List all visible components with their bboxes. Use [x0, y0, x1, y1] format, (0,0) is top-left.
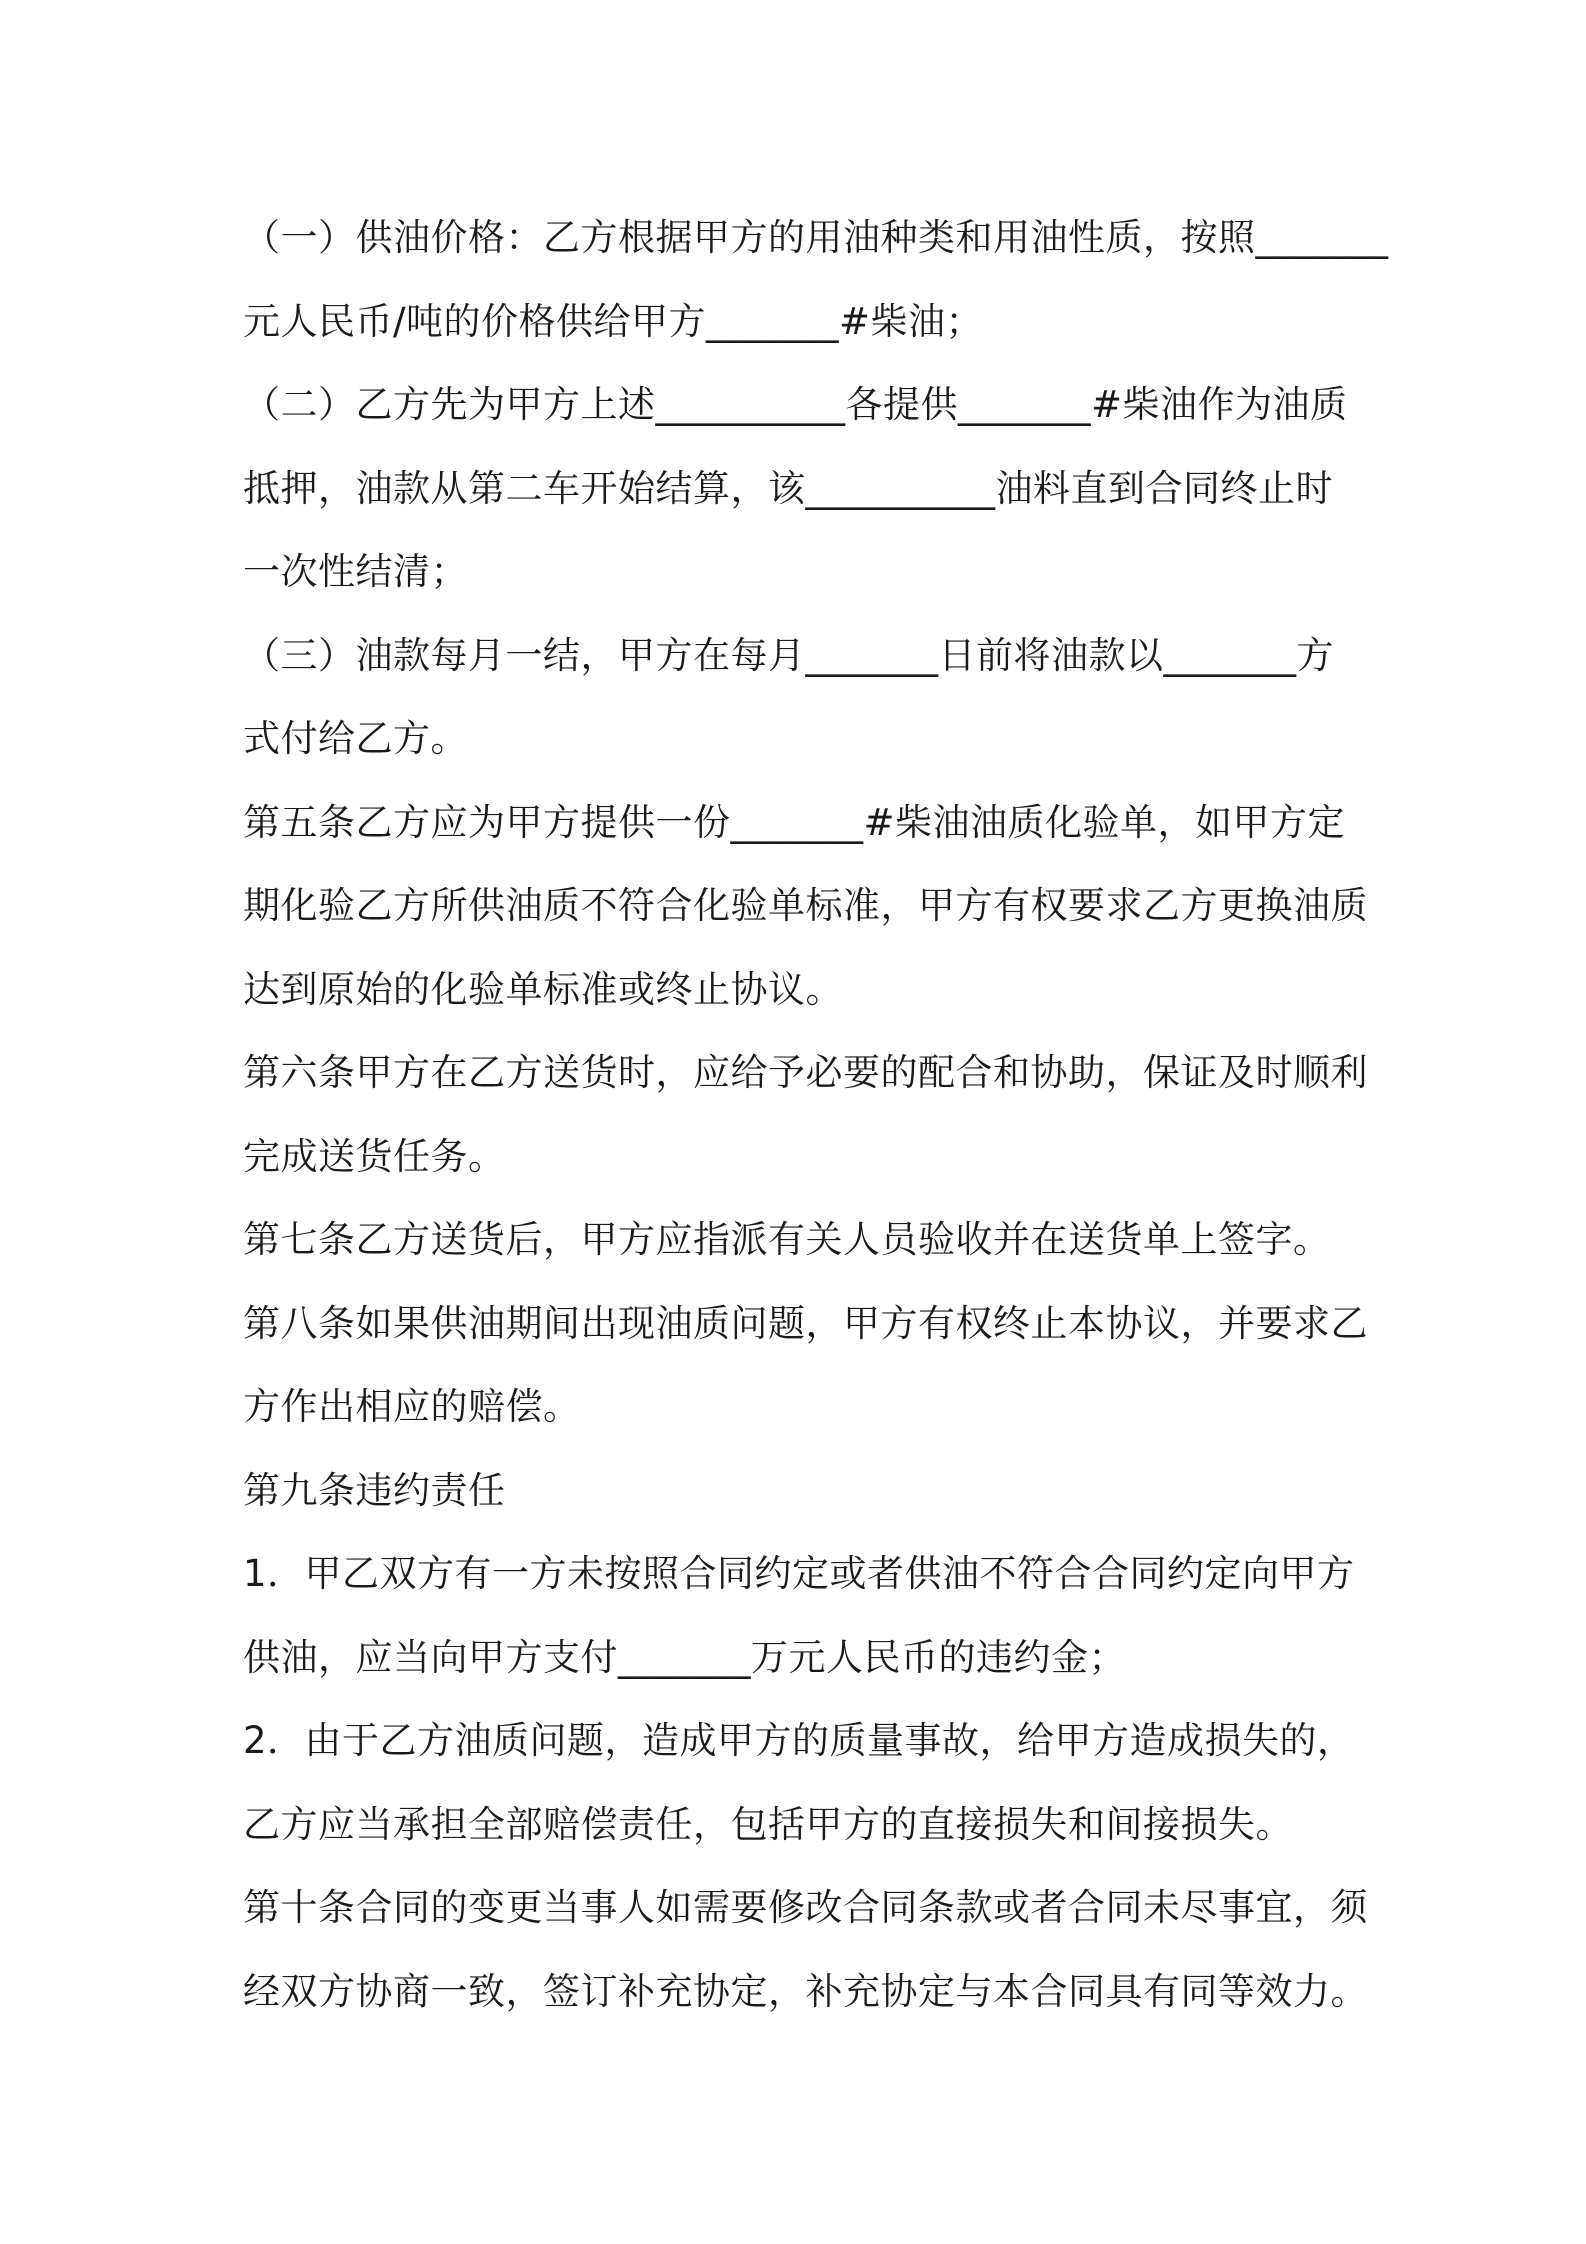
text-line: 达到原始的化验单标准或终止协议。 [243, 967, 843, 1011]
text-line: 第九条违约责任 [243, 1468, 506, 1512]
text-line: 期化验乙方所供油质不符合化验单标准，甲方有权要求乙方更换油质 [243, 884, 1368, 927]
text-line: 第六条甲方在乙方送货时，应给予必要的配合和协助，保证及时顺利 [243, 1051, 1368, 1094]
text-line: 式付给乙方。 [243, 717, 468, 760]
text-line: 第八条如果供油期间出现油质问题，甲方有权终止本协议，并要求乙 [243, 1301, 1368, 1345]
text-line: 方作出相应的赔偿。 [243, 1385, 581, 1428]
text-line: 元人民币/吨的价格供给甲方_______#柴油； [243, 299, 983, 343]
text-line: （一）供油价格：乙方根据甲方的用油种类和用油性质，按照_______ [243, 216, 1389, 259]
text-line: 第五条乙方应为甲方提供一份_______#柴油油质化验单，如甲方定 [243, 800, 1346, 844]
document-body [243, 196, 1389, 2033]
text-line: 供油，应当向甲方支付_______万元人民币的违约金； [243, 1635, 1126, 1679]
text-line: 经双方协商一致，签订补充协定，补充协定与本合同具有同等效力。 [243, 1969, 1368, 2013]
text-line: 1．甲乙双方有一方未按照合同约定或者供油不符合合同约定向甲方 [243, 1552, 1355, 1595]
text-line: （三）油款每月一结，甲方在每月_______日前将油款以_______方 [243, 633, 1334, 677]
text-line: 乙方应当承担全部赔偿责任，包括甲方的直接损失和间接损失。 [243, 1802, 1293, 1846]
text-line: 一次性结清； [243, 550, 468, 593]
text-line: （二）乙方先为甲方上述__________各提供_______#柴油作为油质 [243, 383, 1348, 426]
text-line: 抵押，油款从第二车开始结算，该__________油料直到合同终止时 [243, 466, 1333, 510]
text-line: 第七条乙方送货后，甲方应指派有关人员验收并在送货单上签字。 [243, 1218, 1331, 1261]
text-line: 第十条合同的变更当事人如需要修改合同条款或者合同未尽事宜，须 [243, 1886, 1368, 1929]
text-line: 2．由于乙方油质问题，造成甲方的质量事故，给甲方造成损失的， [243, 1719, 1355, 1762]
text-line: 完成送货任务。 [243, 1134, 506, 1178]
